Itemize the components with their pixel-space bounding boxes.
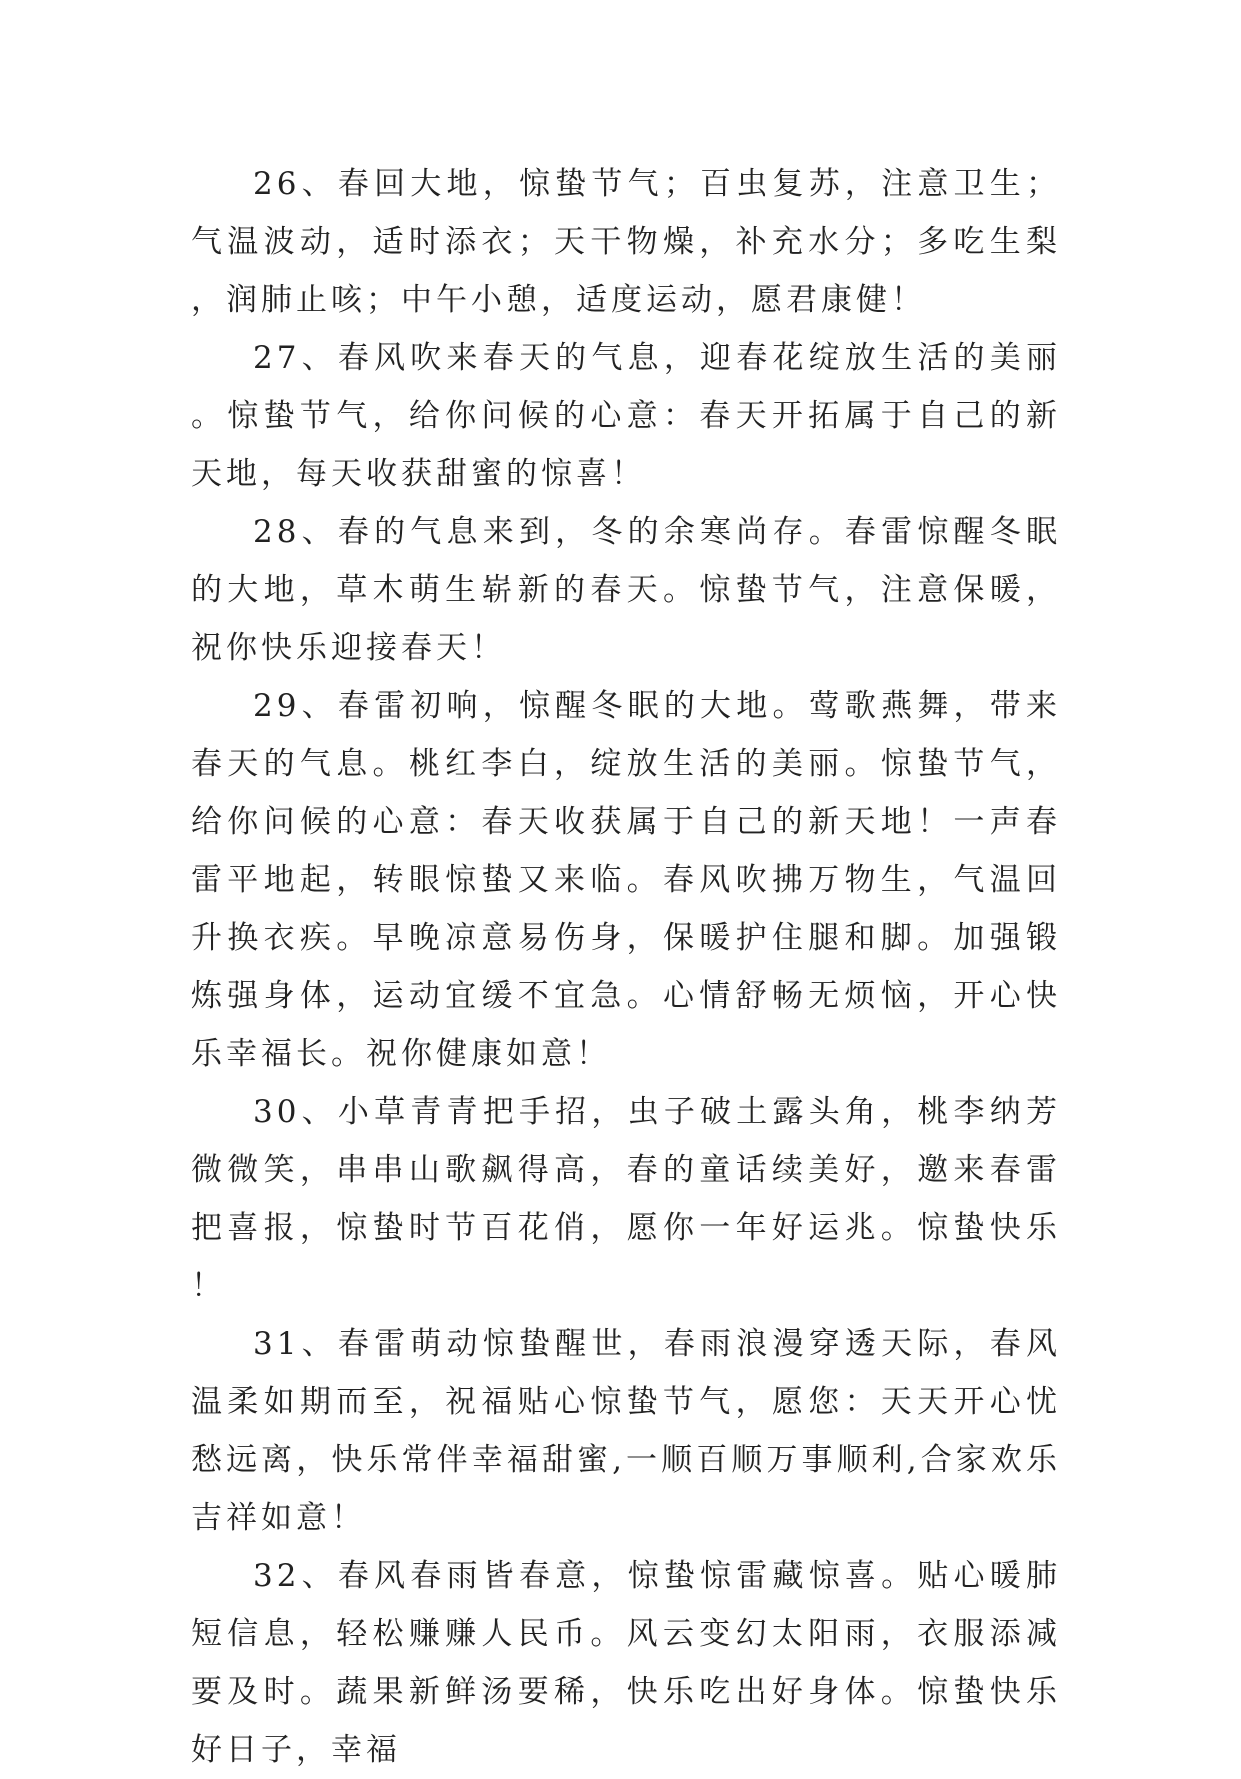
- paragraph-27: 27、春风吹来春天的气息，迎春花绽放生活的美丽。惊蛰节气，给你问候的心意：春天开拓属于自己的新天地，每天收获甜蜜的惊喜！: [191, 340, 1061, 492]
- document-body: [191, 155, 1061, 1779]
- paragraph-26: 26、春回大地，惊蛰节气；百虫复苏，注意卫生；气温波动，适时添衣；天干物燥，补充水分；多吃生梨，润肺止咳；中午小憩，适度运动，愿君康健！: [191, 166, 1061, 318]
- paragraph-29: 29、春雷初响，惊醒冬眠的大地。莺歌燕舞，带来春天的气息。桃红李白，绽放生活的美丽。惊蛰节气，给你问候的心意：春天收获属于自己的新天地！一声春雷平地起，转眼惊蛰又来临。春风吹拂万物生，气温回升换衣疾。早晚凉意易伤身，保暖护住腿和脚。加强锻炼强身体，运动宜缓不宜急。心情舒畅无烦恼，开心快乐幸福长。祝你健康如意！: [191, 688, 1061, 1072]
- paragraph-32: 32、春风春雨皆春意，惊蛰惊雷藏惊喜。贴心暖肺短信息，轻松赚赚人民币。风云变幻太阳雨，衣服添减要及时。蔬果新鲜汤要稀，快乐吃出好身体。惊蛰快乐好日子，幸福: [191, 1558, 1061, 1768]
- paragraph-28: 28、春的气息来到，冬的余寒尚存。春雷惊醒冬眠的大地，草木萌生崭新的春天。惊蛰节气，注意保暖，祝你快乐迎接春天！: [191, 514, 1061, 666]
- paragraph-31: 31、春雷萌动惊蛰醒世，春雨浪漫穿透天际，春风温柔如期而至，祝福贴心惊蛰节气，愿您：天天开心忧愁远离，快乐常伴幸福甜蜜,一顺百顺万事顺利,合家欢乐吉祥如意！: [191, 1326, 1061, 1536]
- paragraph-30: 30、小草青青把手招，虫子破土露头角，桃李纳芳微微笑，串串山歌飙得高，春的童话续美好，邀来春雷把喜报，惊蛰时节百花俏，愿你一年好运兆。惊蛰快乐！: [191, 1094, 1061, 1304]
